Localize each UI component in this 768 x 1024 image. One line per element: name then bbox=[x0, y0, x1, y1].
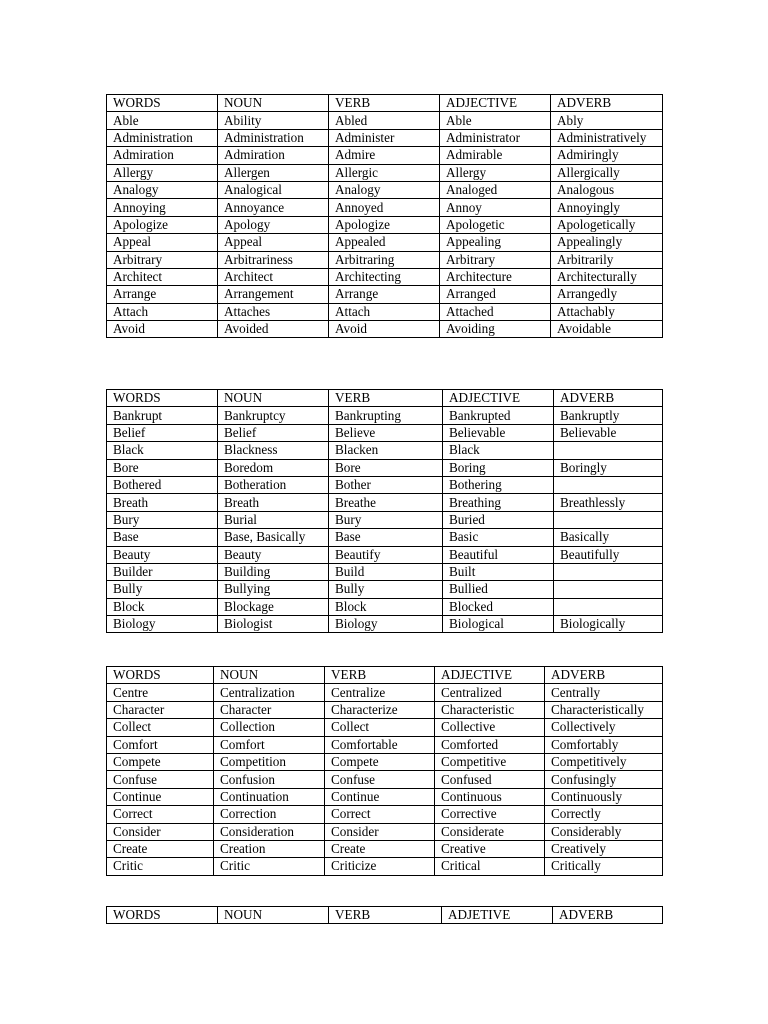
cell-verb: Architecting bbox=[329, 268, 440, 285]
cell-verb: Comfortable bbox=[325, 736, 435, 753]
cell-verb: Create bbox=[325, 840, 435, 857]
cell-noun: Character bbox=[214, 701, 325, 718]
cell-adjective: Architecture bbox=[440, 268, 551, 285]
cell-verb: Consider bbox=[325, 823, 435, 840]
header-cell-words: WORDS bbox=[107, 390, 218, 407]
table-row bbox=[107, 806, 663, 823]
table-row bbox=[107, 546, 663, 563]
table-row bbox=[107, 529, 663, 546]
cell-adjective: Considerate bbox=[435, 823, 545, 840]
cell-adverb: Admiringly bbox=[551, 147, 663, 164]
cell-verb: Bury bbox=[329, 511, 443, 528]
cell-noun: Bankruptcy bbox=[218, 407, 329, 424]
cell-words: Annoying bbox=[107, 199, 218, 216]
table-row bbox=[107, 581, 663, 598]
cell-adjective: Bankrupted bbox=[443, 407, 554, 424]
cell-words: Arrange bbox=[107, 286, 218, 303]
cell-adjective: Avoiding bbox=[440, 321, 551, 338]
cell-noun: Breath bbox=[218, 494, 329, 511]
cell-adjective: Analoged bbox=[440, 181, 551, 198]
table-row bbox=[107, 268, 663, 285]
cell-adjective: Able bbox=[440, 112, 551, 129]
cell-noun: Appeal bbox=[218, 234, 329, 251]
cell-noun: Critic bbox=[214, 858, 325, 875]
cell-verb: Criticize bbox=[325, 858, 435, 875]
cell-adverb: Attachably bbox=[551, 303, 663, 320]
cell-adjective: Comforted bbox=[435, 736, 545, 753]
cell-noun: Analogical bbox=[218, 181, 329, 198]
cell-words: Bore bbox=[107, 459, 218, 476]
cell-verb: Build bbox=[329, 563, 443, 580]
cell-words: Allergy bbox=[107, 164, 218, 181]
cell-noun: Continuation bbox=[214, 788, 325, 805]
cell-adverb: Arbitrarily bbox=[551, 251, 663, 268]
word-forms-table-a bbox=[106, 94, 663, 338]
cell-verb: Beautify bbox=[329, 546, 443, 563]
cell-adjective: Blocked bbox=[443, 598, 554, 615]
table-row bbox=[107, 112, 663, 129]
cell-adjective: Boring bbox=[443, 459, 554, 476]
cell-verb: Allergic bbox=[329, 164, 440, 181]
cell-adjective: Bullied bbox=[443, 581, 554, 598]
cell-noun: Allergen bbox=[218, 164, 329, 181]
cell-verb: Bully bbox=[329, 581, 443, 598]
cell-noun: Beauty bbox=[218, 546, 329, 563]
table-row bbox=[107, 476, 663, 493]
cell-noun: Burial bbox=[218, 511, 329, 528]
cell-adverb: Comfortably bbox=[545, 736, 663, 753]
cell-adjective: Centralized bbox=[435, 684, 545, 701]
cell-verb: Believe bbox=[329, 424, 443, 441]
cell-adverb: Breathlessly bbox=[554, 494, 663, 511]
cell-noun: Blackness bbox=[218, 442, 329, 459]
cell-noun: Architect bbox=[218, 268, 329, 285]
cell-adjective: Attached bbox=[440, 303, 551, 320]
table-header-row bbox=[107, 390, 663, 407]
header-cell-words: WORDS bbox=[107, 667, 214, 684]
cell-words: Correct bbox=[107, 806, 214, 823]
cell-words: Bothered bbox=[107, 476, 218, 493]
cell-adjective: Arbitrary bbox=[440, 251, 551, 268]
cell-words: Base bbox=[107, 529, 218, 546]
cell-words: Compete bbox=[107, 753, 214, 770]
cell-adverb: Allergically bbox=[551, 164, 663, 181]
cell-words: Continue bbox=[107, 788, 214, 805]
cell-verb: Correct bbox=[325, 806, 435, 823]
cell-adverb: Creatively bbox=[545, 840, 663, 857]
cell-adjective: Administrator bbox=[440, 129, 551, 146]
cell-words: Able bbox=[107, 112, 218, 129]
cell-words: Admiration bbox=[107, 147, 218, 164]
cell-noun: Creation bbox=[214, 840, 325, 857]
cell-words: Create bbox=[107, 840, 214, 857]
cell-words: Biology bbox=[107, 616, 218, 633]
cell-adverb: Annoyingly bbox=[551, 199, 663, 216]
cell-noun: Correction bbox=[214, 806, 325, 823]
cell-adverb bbox=[554, 563, 663, 580]
cell-noun: Admiration bbox=[218, 147, 329, 164]
table-row bbox=[107, 234, 663, 251]
table-row bbox=[107, 303, 663, 320]
cell-verb: Characterize bbox=[325, 701, 435, 718]
header-cell-adverb: ADVERB bbox=[554, 390, 663, 407]
cell-words: Comfort bbox=[107, 736, 214, 753]
cell-verb: Collect bbox=[325, 719, 435, 736]
cell-noun: Annoyance bbox=[218, 199, 329, 216]
cell-words: Character bbox=[107, 701, 214, 718]
cell-words: Beauty bbox=[107, 546, 218, 563]
table-row bbox=[107, 216, 663, 233]
table-row bbox=[107, 459, 663, 476]
header-cell-verb: VERB bbox=[329, 907, 442, 924]
cell-noun: Arrangement bbox=[218, 286, 329, 303]
cell-noun: Collection bbox=[214, 719, 325, 736]
cell-adverb: Ably bbox=[551, 112, 663, 129]
cell-adverb: Characteristically bbox=[545, 701, 663, 718]
cell-verb: Avoid bbox=[329, 321, 440, 338]
cell-words: Breath bbox=[107, 494, 218, 511]
cell-adverb: Avoidable bbox=[551, 321, 663, 338]
header-cell-adverb: ADVERB bbox=[553, 907, 663, 924]
cell-adverb: Considerably bbox=[545, 823, 663, 840]
cell-adverb: Critically bbox=[545, 858, 663, 875]
table-header-row bbox=[107, 907, 663, 924]
table-row bbox=[107, 701, 663, 718]
table-row bbox=[107, 753, 663, 770]
cell-adverb: Architecturally bbox=[551, 268, 663, 285]
cell-noun: Consideration bbox=[214, 823, 325, 840]
cell-adverb bbox=[554, 442, 663, 459]
cell-adjective: Basic bbox=[443, 529, 554, 546]
cell-verb: Administer bbox=[329, 129, 440, 146]
cell-adverb bbox=[554, 581, 663, 598]
cell-words: Centre bbox=[107, 684, 214, 701]
cell-noun: Blockage bbox=[218, 598, 329, 615]
cell-adjective: Bothering bbox=[443, 476, 554, 493]
table-header-row bbox=[107, 667, 663, 684]
cell-words: Belief bbox=[107, 424, 218, 441]
cell-adverb: Confusingly bbox=[545, 771, 663, 788]
header-cell-adjective: ADJECTIVE bbox=[440, 95, 551, 112]
cell-verb: Arrange bbox=[329, 286, 440, 303]
table-row bbox=[107, 251, 663, 268]
table-row bbox=[107, 321, 663, 338]
header-cell-verb: VERB bbox=[325, 667, 435, 684]
cell-noun: Confusion bbox=[214, 771, 325, 788]
cell-words: Administration bbox=[107, 129, 218, 146]
cell-adjective: Characteristic bbox=[435, 701, 545, 718]
cell-words: Consider bbox=[107, 823, 214, 840]
table-row bbox=[107, 563, 663, 580]
cell-adjective: Appealing bbox=[440, 234, 551, 251]
cell-words: Bankrupt bbox=[107, 407, 218, 424]
cell-adverb: Beautifully bbox=[554, 546, 663, 563]
cell-verb: Blacken bbox=[329, 442, 443, 459]
cell-adverb bbox=[554, 598, 663, 615]
cell-noun: Bullying bbox=[218, 581, 329, 598]
cell-adjective: Apologetic bbox=[440, 216, 551, 233]
cell-adverb: Apologetically bbox=[551, 216, 663, 233]
cell-words: Collect bbox=[107, 719, 214, 736]
cell-adverb: Collectively bbox=[545, 719, 663, 736]
header-cell-adjective: ADJECTIVE bbox=[435, 667, 545, 684]
cell-words: Appeal bbox=[107, 234, 218, 251]
cell-verb: Biology bbox=[329, 616, 443, 633]
table-row bbox=[107, 771, 663, 788]
cell-noun: Ability bbox=[218, 112, 329, 129]
header-cell-noun: NOUN bbox=[218, 390, 329, 407]
header-cell-noun: NOUN bbox=[214, 667, 325, 684]
cell-verb: Bother bbox=[329, 476, 443, 493]
cell-adverb: Bankruptly bbox=[554, 407, 663, 424]
cell-noun: Botheration bbox=[218, 476, 329, 493]
cell-adverb: Believable bbox=[554, 424, 663, 441]
cell-noun: Attaches bbox=[218, 303, 329, 320]
cell-verb: Appealed bbox=[329, 234, 440, 251]
cell-words: Arbitrary bbox=[107, 251, 218, 268]
cell-adverb: Analogous bbox=[551, 181, 663, 198]
cell-adverb: Continuously bbox=[545, 788, 663, 805]
cell-verb: Apologize bbox=[329, 216, 440, 233]
table-row bbox=[107, 684, 663, 701]
cell-noun: Apology bbox=[218, 216, 329, 233]
table-row bbox=[107, 147, 663, 164]
cell-verb: Bankrupting bbox=[329, 407, 443, 424]
cell-adverb: Basically bbox=[554, 529, 663, 546]
table-row bbox=[107, 736, 663, 753]
cell-adjective: Breathing bbox=[443, 494, 554, 511]
cell-adjective: Buried bbox=[443, 511, 554, 528]
cell-adverb: Competitively bbox=[545, 753, 663, 770]
cell-verb: Arbitraring bbox=[329, 251, 440, 268]
header-cell-noun: NOUN bbox=[218, 907, 329, 924]
cell-noun: Centralization bbox=[214, 684, 325, 701]
table-row bbox=[107, 129, 663, 146]
cell-words: Block bbox=[107, 598, 218, 615]
cell-noun: Administration bbox=[218, 129, 329, 146]
table-row bbox=[107, 858, 663, 875]
table-row bbox=[107, 407, 663, 424]
cell-words: Black bbox=[107, 442, 218, 459]
header-cell-words: WORDS bbox=[107, 95, 218, 112]
table-row bbox=[107, 511, 663, 528]
cell-noun: Base, Basically bbox=[218, 529, 329, 546]
cell-adjective: Competitive bbox=[435, 753, 545, 770]
cell-words: Bury bbox=[107, 511, 218, 528]
cell-adjective: Continuous bbox=[435, 788, 545, 805]
cell-words: Critic bbox=[107, 858, 214, 875]
cell-verb: Admire bbox=[329, 147, 440, 164]
cell-adjective: Annoy bbox=[440, 199, 551, 216]
cell-words: Architect bbox=[107, 268, 218, 285]
cell-adjective: Biological bbox=[443, 616, 554, 633]
table-row bbox=[107, 823, 663, 840]
cell-verb: Breathe bbox=[329, 494, 443, 511]
table-row bbox=[107, 424, 663, 441]
cell-words: Builder bbox=[107, 563, 218, 580]
cell-verb: Abled bbox=[329, 112, 440, 129]
cell-adverb: Administratively bbox=[551, 129, 663, 146]
cell-adjective: Allergy bbox=[440, 164, 551, 181]
cell-words: Avoid bbox=[107, 321, 218, 338]
cell-verb: Continue bbox=[325, 788, 435, 805]
cell-verb: Bore bbox=[329, 459, 443, 476]
cell-words: Bully bbox=[107, 581, 218, 598]
table-row bbox=[107, 181, 663, 198]
cell-adjective: Collective bbox=[435, 719, 545, 736]
table-row bbox=[107, 494, 663, 511]
cell-verb: Confuse bbox=[325, 771, 435, 788]
cell-adjective: Confused bbox=[435, 771, 545, 788]
cell-adjective: Critical bbox=[435, 858, 545, 875]
cell-verb: Centralize bbox=[325, 684, 435, 701]
header-cell-noun: NOUN bbox=[218, 95, 329, 112]
table-header-row bbox=[107, 95, 663, 112]
header-cell-adjective: ADJECTIVE bbox=[443, 390, 554, 407]
cell-verb: Analogy bbox=[329, 181, 440, 198]
cell-noun: Biologist bbox=[218, 616, 329, 633]
cell-adverb: Correctly bbox=[545, 806, 663, 823]
cell-adjective: Believable bbox=[443, 424, 554, 441]
cell-noun: Avoided bbox=[218, 321, 329, 338]
word-forms-table-b bbox=[106, 389, 663, 633]
table-row bbox=[107, 442, 663, 459]
cell-adverb: Boringly bbox=[554, 459, 663, 476]
header-cell-verb: VERB bbox=[329, 390, 443, 407]
cell-verb: Annoyed bbox=[329, 199, 440, 216]
cell-noun: Arbitrariness bbox=[218, 251, 329, 268]
table-row bbox=[107, 616, 663, 633]
cell-adverb: Centrally bbox=[545, 684, 663, 701]
header-cell-adverb: ADVERB bbox=[545, 667, 663, 684]
table-row bbox=[107, 598, 663, 615]
cell-adjective: Creative bbox=[435, 840, 545, 857]
table-row bbox=[107, 164, 663, 181]
cell-adverb: Appealingly bbox=[551, 234, 663, 251]
header-cell-words: WORDS bbox=[107, 907, 218, 924]
cell-adverb: Biologically bbox=[554, 616, 663, 633]
cell-adverb bbox=[554, 476, 663, 493]
header-cell-adjective: ADJETIVE bbox=[442, 907, 553, 924]
header-cell-adverb: ADVERB bbox=[551, 95, 663, 112]
table-row bbox=[107, 840, 663, 857]
word-forms-table-c bbox=[106, 666, 663, 876]
cell-verb: Base bbox=[329, 529, 443, 546]
cell-words: Apologize bbox=[107, 216, 218, 233]
table-row bbox=[107, 788, 663, 805]
table-row bbox=[107, 719, 663, 736]
cell-adjective: Corrective bbox=[435, 806, 545, 823]
header-cell-verb: VERB bbox=[329, 95, 440, 112]
cell-noun: Comfort bbox=[214, 736, 325, 753]
table-row bbox=[107, 286, 663, 303]
cell-noun: Building bbox=[218, 563, 329, 580]
cell-adjective: Beautiful bbox=[443, 546, 554, 563]
cell-noun: Competition bbox=[214, 753, 325, 770]
cell-verb: Block bbox=[329, 598, 443, 615]
word-forms-table-d bbox=[106, 906, 663, 924]
cell-verb: Attach bbox=[329, 303, 440, 320]
cell-adjective: Arranged bbox=[440, 286, 551, 303]
cell-verb: Compete bbox=[325, 753, 435, 770]
cell-adverb bbox=[554, 511, 663, 528]
cell-words: Attach bbox=[107, 303, 218, 320]
cell-adjective: Black bbox=[443, 442, 554, 459]
cell-noun: Belief bbox=[218, 424, 329, 441]
cell-noun: Boredom bbox=[218, 459, 329, 476]
table-row bbox=[107, 199, 663, 216]
cell-words: Confuse bbox=[107, 771, 214, 788]
cell-adjective: Admirable bbox=[440, 147, 551, 164]
cell-adjective: Built bbox=[443, 563, 554, 580]
cell-words: Analogy bbox=[107, 181, 218, 198]
cell-adverb: Arrangedly bbox=[551, 286, 663, 303]
